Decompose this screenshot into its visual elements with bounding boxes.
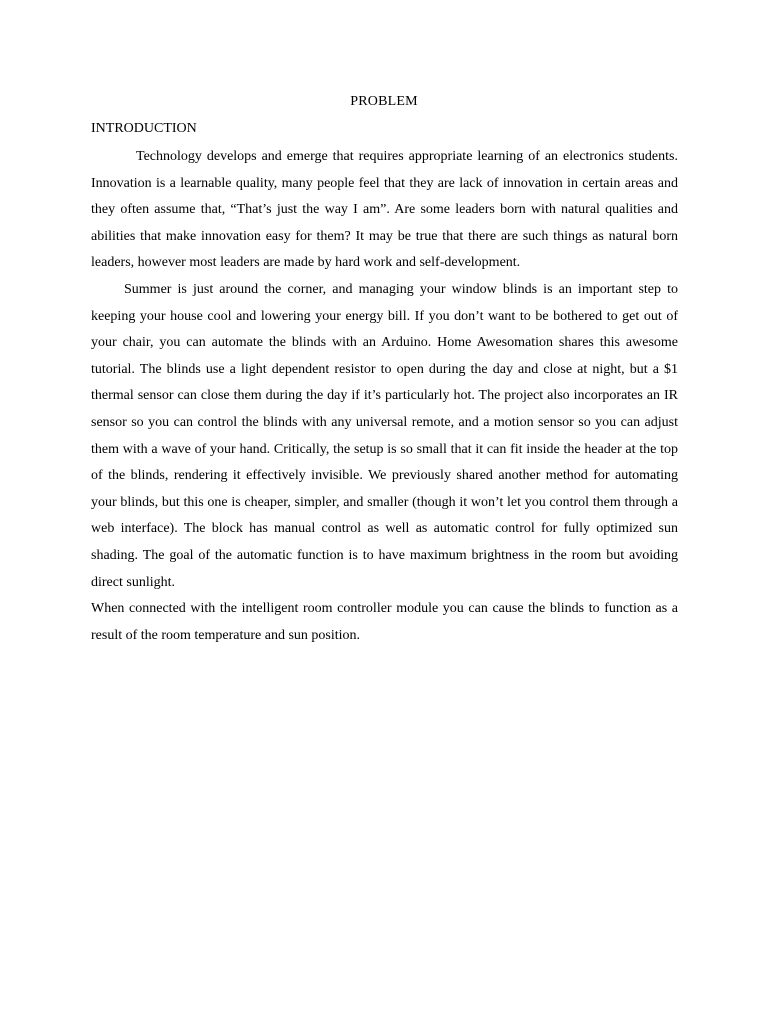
paragraph-technology: Technology develops and emerge that requires appropriate learning of an electronics students. Innovation is a learnable quality, many people feel that they are lack of innovation in certain areas and they often assume that, “That’s just the way I am”. Are some leaders born with natural qualities and abilities that make innovation easy for them? It may be true that there are such things as natural born leaders, however most leaders are made by hard work and self-development.	[91, 149, 678, 271]
paragraph-room-controller: When connected with the intelligent room controller module you can cause the blinds to function as a result of the room temperature and sun position.	[91, 601, 678, 643]
body-text	[91, 144, 678, 649]
paragraph-window-blinds: Summer is just around the corner, and managing your window blinds is an important step to keeping your house cool and lowering your energy bill. If you don’t want to be bothered to get out of your chair, you can automate the blinds with an Arduino. Home Awesomation shares this awesome tutorial. The blinds use a light dependent resistor to open during the day and close at night, but a $1 thermal sensor can close them during the day if it’s particularly hot. The project also incorporates an IR sensor so you can control the blinds with any universal remote, and a motion sensor so you can adjust them with a wave of your hand. Critically, the setup is so small that it can fit inside the header at the top of the blinds, rendering it effectively invisible. We previously shared another method for automating your blinds, but this one is cheaper, simpler, and smaller (though it won’t let you control them through a web interface). The block has manual control as well as automatic control for fully optimized sun shading. The goal of the automatic function is to have maximum brightness in the room but avoiding direct sunlight.	[91, 281, 678, 590]
page-title: PROBLEM	[350, 94, 418, 109]
section-heading: INTRODUCTION	[91, 121, 197, 136]
